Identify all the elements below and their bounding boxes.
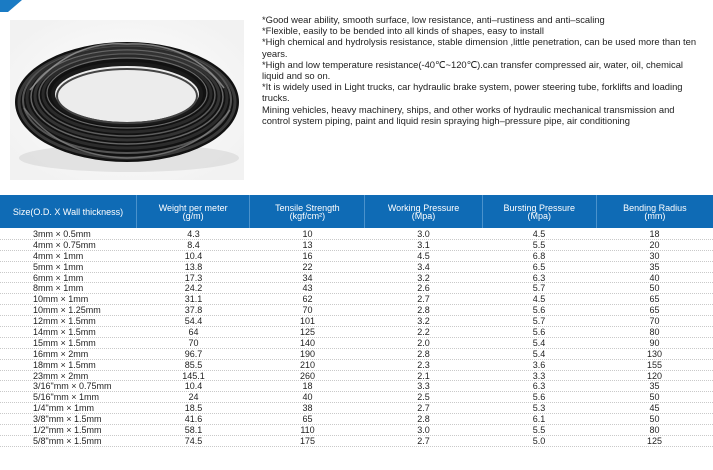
cell-weight: 13.8 [184, 261, 203, 272]
cell-tensile: 16 [302, 250, 313, 261]
header-working-label: Working Pressure [387, 202, 460, 213]
cell-bending: 90 [649, 337, 660, 348]
cell-size: 14mm × 1.5mm [33, 327, 96, 338]
cell-size: 6mm × 1mm [33, 272, 84, 283]
cell-tensile: 18 [302, 381, 313, 392]
cell-size: 4mm × 1mm [33, 250, 84, 261]
cell-size: 1/2"mm × 1.5mm [33, 425, 102, 436]
cell-size: 16mm × 2mm [33, 348, 89, 359]
cell-working: 2.1 [417, 370, 430, 381]
feature-line: *Flexible, easily to be bended into all kinds of shapes, easy to install [262, 25, 544, 37]
cell-tensile: 140 [299, 337, 316, 348]
header-tensile-unit: (kgf/cm²) [289, 210, 326, 221]
cell-bursting: 5.7 [532, 283, 546, 294]
cell-bursting: 5.5 [532, 425, 546, 436]
header-size [0, 195, 137, 228]
table-row [0, 360, 713, 371]
header-size-label: Size(O.D. X Wall thickness) [12, 206, 124, 217]
cell-bursting: 5.4 [532, 337, 546, 348]
cell-size: 12mm × 1.5mm [33, 316, 96, 327]
cell-bursting: 5.6 [532, 327, 546, 338]
cell-size: 8mm × 1mm [33, 283, 84, 294]
table-row [0, 436, 713, 447]
table-row [0, 403, 713, 414]
header-weight-unit: (g/m) [182, 210, 204, 221]
cell-size: 15mm × 1.5mm [33, 337, 96, 348]
cell-bending: 35 [649, 261, 660, 272]
cell-bending: 80 [649, 327, 660, 338]
hose-coil-image [10, 20, 244, 180]
table-row [0, 229, 713, 240]
cell-size: 10mm × 1.25mm [33, 305, 101, 316]
cell-bursting: 5.5 [532, 239, 546, 250]
cell-working: 3.0 [417, 425, 430, 436]
cell-working: 2.5 [417, 392, 430, 403]
cell-bending: 70 [649, 316, 660, 327]
cell-bursting: 4.5 [532, 229, 546, 239]
cell-size: 3/8"mm × 1.5mm [33, 414, 102, 425]
cell-tensile: 210 [299, 359, 316, 370]
cell-bending: 125 [646, 435, 663, 446]
cell-working: 2.8 [417, 414, 430, 425]
cell-tensile: 125 [299, 327, 316, 338]
table-row [0, 251, 713, 262]
header-bending-unit: (mm) [644, 210, 666, 221]
cell-bursting: 6.5 [532, 261, 546, 272]
table-row [0, 262, 713, 273]
header-weight [137, 195, 250, 228]
cell-working: 2.7 [417, 403, 430, 414]
feature-line: *High and low temperature resistance(-40℃~120℃).can transfer compressed air, water, oil, chemical liquid and so on. [262, 58, 683, 82]
cell-size: 10mm × 1mm [33, 294, 89, 305]
table-row [0, 414, 713, 425]
cell-weight: 4.3 [187, 229, 200, 239]
cell-bursting: 6.8 [532, 250, 546, 261]
cell-weight: 96.7 [184, 348, 203, 359]
cell-tensile: 22 [302, 261, 313, 272]
table-row [0, 381, 713, 392]
cell-bending: 35 [649, 381, 660, 392]
table-row [0, 240, 713, 251]
table-row [0, 305, 713, 316]
cell-bending: 65 [649, 305, 660, 316]
header-bending [597, 195, 713, 228]
cell-weight: 145.1 [182, 370, 205, 381]
cell-weight: 85.5 [184, 359, 203, 370]
cell-bending: 18 [649, 229, 660, 239]
feature-line: *High chemical and hydrolysis resistance, stable dimension ,little penetration, can be used more than ten years. [262, 36, 697, 59]
table-row [0, 327, 713, 338]
cell-working: 2.7 [417, 294, 430, 305]
cell-working: 3.4 [417, 261, 430, 272]
cell-working: 2.2 [417, 327, 430, 338]
cell-bursting: 5.4 [532, 348, 546, 359]
cell-weight: 54.4 [184, 316, 203, 327]
table-row [0, 316, 713, 327]
table-row [0, 283, 713, 294]
cell-tensile: 101 [299, 316, 316, 327]
cell-weight: 10.4 [184, 381, 203, 392]
header-tensile-label: Tensile Strength [275, 202, 340, 213]
header-working-unit: (Mpa) [411, 210, 436, 221]
cell-bursting: 3.3 [532, 370, 546, 381]
cell-bursting: 3.6 [532, 359, 546, 370]
cell-weight: 24.2 [184, 283, 203, 294]
cell-tensile: 110 [300, 425, 315, 436]
cell-weight: 70 [188, 337, 199, 348]
cell-size: 5/8"mm × 1.5mm [33, 435, 102, 446]
cell-tensile: 175 [299, 435, 316, 446]
header-bursting-label: Bursting Pressure [503, 202, 575, 213]
cell-weight: 24 [188, 392, 199, 403]
cell-working: 2.7 [417, 435, 430, 446]
cell-working: 3.1 [417, 239, 430, 250]
table-row [0, 349, 713, 360]
cell-bursting: 5.6 [532, 392, 546, 403]
cell-bursting: 6.1 [532, 414, 546, 425]
cell-working: 2.6 [417, 283, 430, 294]
cell-working: 3.3 [417, 381, 430, 392]
cell-working: 2.0 [417, 337, 430, 348]
cell-bursting: 5.6 [532, 305, 546, 316]
cell-bursting: 5.7 [532, 316, 546, 327]
cell-tensile: 260 [299, 370, 316, 381]
cell-size: 5mm × 1mm [33, 261, 84, 272]
header-bending-label: Bending Radius [623, 202, 687, 213]
cell-weight: 58.1 [184, 425, 203, 436]
cell-working: 3.0 [417, 229, 430, 239]
header-tensile [250, 195, 365, 228]
cell-tensile: 62 [302, 294, 313, 305]
cell-weight: 8.4 [187, 239, 200, 250]
spec-table-header [0, 195, 713, 228]
cell-size: 5/16"mm × 1mm [33, 392, 99, 403]
cell-bending: 40 [649, 272, 660, 283]
cell-size: 18mm × 1.5mm [33, 359, 96, 370]
table-row [0, 392, 713, 403]
cell-weight: 41.6 [184, 414, 203, 425]
cell-tensile: 38 [302, 403, 313, 414]
cell-working: 2.8 [417, 348, 430, 359]
cell-bending: 20 [649, 239, 660, 250]
cell-bursting: 6.3 [532, 272, 546, 283]
cell-bending: 50 [649, 283, 660, 294]
cell-bending: 50 [649, 392, 660, 403]
header-working [365, 195, 482, 228]
cell-bending: 45 [649, 403, 660, 414]
cell-tensile: 13 [302, 239, 313, 250]
cell-size: 23mm × 2mm [33, 370, 89, 381]
cell-weight: 64 [188, 327, 199, 338]
cell-size: 4mm × 0.75mm [33, 239, 96, 250]
features-list [262, 14, 702, 126]
spec-table-body [0, 228, 713, 447]
cell-bending: 130 [646, 348, 663, 359]
cell-weight: 10.4 [184, 250, 203, 261]
cell-bursting: 5.3 [532, 403, 546, 414]
cell-bursting: 6.3 [532, 381, 546, 392]
table-row [0, 371, 713, 382]
table-row [0, 294, 713, 305]
feature-line: Mining vehicles, heavy machinery, ships, and other works of hydraulic mechanical transmission and control system piping, paint and liquid resin spraying high–pressure pipe, air conditioning [262, 103, 675, 126]
cell-working: 3.2 [417, 316, 430, 327]
cell-working: 4.5 [417, 250, 430, 261]
cell-working: 2.3 [417, 359, 430, 370]
header-bursting [483, 195, 597, 228]
cell-weight: 31.1 [184, 294, 203, 305]
header-weight-label: Weight per meter [158, 202, 228, 213]
cell-bursting: 5.0 [532, 435, 546, 446]
cell-tensile: 40 [302, 392, 313, 403]
cell-weight: 74.5 [184, 435, 203, 446]
cell-tensile: 190 [299, 348, 316, 359]
cell-bending: 120 [646, 370, 663, 381]
cell-size: 3mm × 0.5mm [33, 229, 91, 239]
cell-tensile: 10 [302, 229, 313, 239]
spec-table [0, 195, 713, 447]
cell-size: 3/16"mm × 0.75mm [33, 381, 112, 392]
cell-bending: 50 [649, 414, 660, 425]
cell-weight: 17.3 [184, 272, 203, 283]
cell-working: 2.8 [417, 305, 430, 316]
cell-tensile: 65 [302, 414, 313, 425]
cell-bursting: 4.5 [532, 294, 546, 305]
cell-weight: 18.5 [184, 403, 203, 414]
table-row [0, 338, 713, 349]
cell-size: 1/4"mm × 1mm [33, 403, 94, 414]
cell-tensile: 43 [302, 283, 313, 294]
cell-bending: 30 [649, 250, 660, 261]
feature-line: *Good wear ability, smooth surface, low resistance, anti–rustiness and anti–scaling [262, 14, 605, 25]
table-row [0, 273, 713, 284]
cell-bending: 80 [649, 425, 660, 436]
corner-accent-icon [0, 0, 22, 12]
cell-tensile: 34 [302, 272, 313, 283]
cell-tensile: 70 [302, 305, 313, 316]
cell-working: 3.2 [417, 272, 430, 283]
header-bursting-unit: (Mpa) [527, 210, 551, 221]
cell-weight: 37.8 [184, 305, 203, 316]
table-row [0, 425, 713, 436]
cell-bending: 155 [646, 359, 663, 370]
feature-line: *It is widely used in Light trucks, car hydraulic brake system, power steering tube, forklifts and loading trucks. [262, 81, 683, 104]
cell-bending: 65 [649, 294, 660, 305]
